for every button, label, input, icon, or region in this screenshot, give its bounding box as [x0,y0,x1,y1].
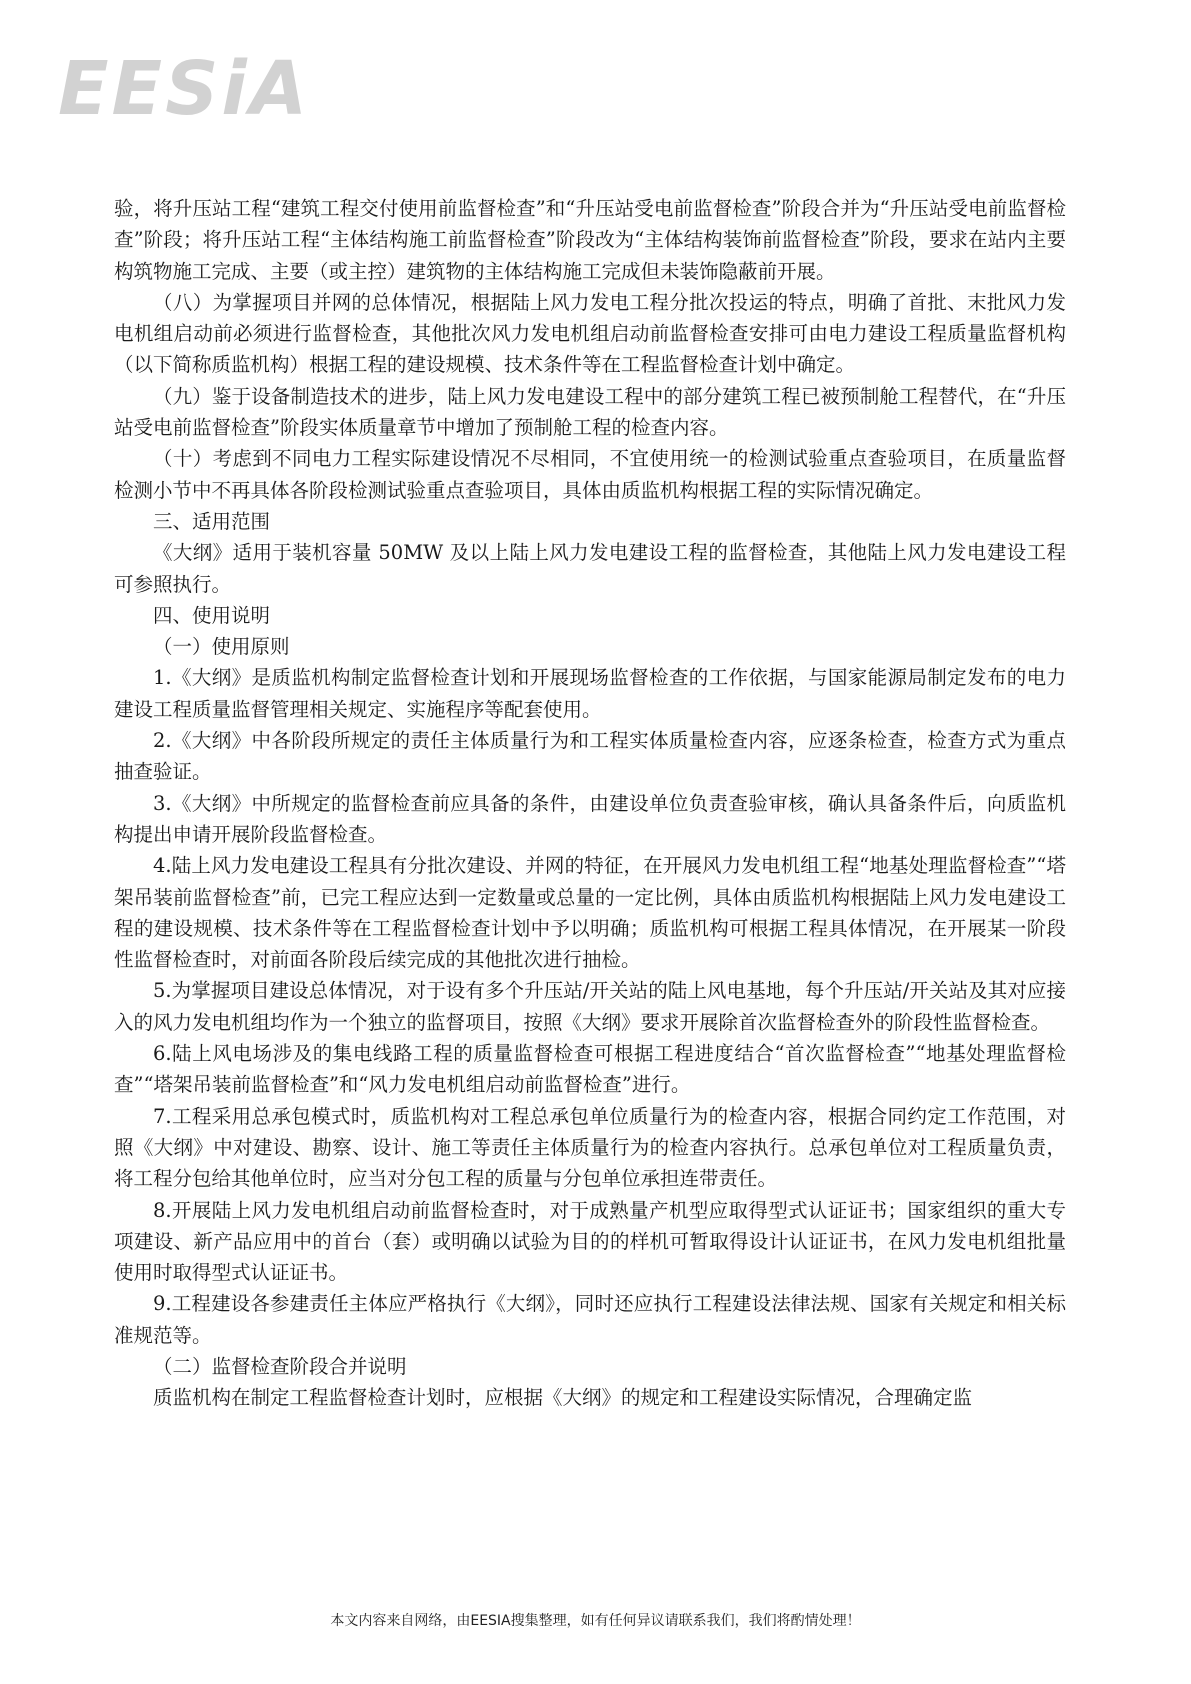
subsection-heading: （二）监督检查阶段合并说明 [153,1354,407,1378]
list-item: 7.工程采用总承包模式时，质监机构对工程总承包单位质量行为的检查内容，根据合同约定工作范围，对照《大纲》中对建设、勘察、设计、施工等责任主体质量行为的检查内容执行。总承包单位对工程质量负责，将工程分包给其他单位时，应当对分包工程的质量与分包单位承担连带责任。 [114,1104,1066,1191]
document-body [114,193,1066,1414]
paragraph: 质监机构在制定工程监督检查计划时，应根据《大纲》的规定和工程建设实际情况，合理确定监 [153,1386,973,1410]
list-item: 8.开展陆上风力发电机组启动前监督检查时，对于成熟量产机型应取得型式认证证书；国家组织的重大专项建设、新产品应用中的首台（套）或明确以试验为目的的样机可暂取得设计认证证书，在风力发电机组批量使用时取得型式认证证书。 [114,1198,1066,1285]
list-item: 4.陆上风力发电建设工程具有分批次建设、并网的特征，在开展风力发电机组工程“地基处理监督检查”“塔架吊装前监督检查”前，已完工程应达到一定数量或总量的一定比例，具体由质监机构根据陆上风力发电建设工程的建设规模、技术条件等在工程监督检查计划中予以明确；质监机构可根据工程具体情况，在开展某一阶段性监督检查时，对前面各阶段后续完成的其他批次进行抽检。 [114,854,1066,972]
list-item: 3.《大纲》中所规定的监督检查前应具备的条件，由建设单位负责查验审核，确认具备条件后，向质监机构提出申请开展阶段监督检查。 [114,791,1066,846]
list-item: 5.为掌握项目建设总体情况，对于设有多个升压站/开关站的陆上风电基地，每个升压站/开关站及其对应接入的风力发电机组均作为一个独立的监督项目，按照《大纲》要求开展除首次监督检查外的阶段性监督检查。 [114,979,1066,1034]
list-item: 9.工程建设各参建责任主体应严格执行《大纲》，同时还应执行工程建设法律法规、国家有关规定和相关标准规范等。 [114,1292,1066,1347]
paragraph: （八）为掌握项目并网的总体情况，根据陆上风力发电工程分批次投运的特点，明确了首批、末批风力发电机组启动前必须进行监督检查，其他批次风力发电机组启动前监督检查安排可由电力建设工程质量监督机构（以下简称质监机构）根据工程的建设规模、技术条件等在工程监督检查计划中确定。 [114,290,1066,377]
footer-disclaimer: 本文内容来自网络，由EESIA搜集整理，如有任何异议请联系我们，我们将酌情处理！ [330,1613,861,1629]
paragraph: 验，将升压站工程“建筑工程交付使用前监督检查”和“升压站受电前监督检查”阶段合并为“升压站受电前监督检查”阶段；将升压站工程“主体结构施工前监督检查”阶段改为“主体结构装饰前监督检查”阶段，要求在站内主要构筑物施工完成、主要（或主控）建筑物的主体结构施工完成但未装饰隐蔽前开展。 [114,197,1066,283]
subsection-heading: （一）使用原则 [153,635,290,659]
list-item: 2.《大纲》中各阶段所规定的责任主体质量行为和工程实体质量检查内容，应逐条检查，检查方式为重点抽查验证。 [114,729,1066,784]
paragraph: （九）鉴于设备制造技术的进步，陆上风力发电建设工程中的部分建筑工程已被预制舱工程替代，在“升压站受电前监督检查”阶段实体质量章节中增加了预制舱工程的检查内容。 [114,384,1066,440]
paragraph: 《大纲》适用于装机容量 50MW 及以上陆上风力发电建设工程的监督检查，其他陆上风力发电建设工程可参照执行。 [114,541,1066,596]
section-heading: 三、适用范围 [153,509,271,533]
section-heading: 四、使用说明 [153,603,271,627]
list-item: 6.陆上风电场涉及的集电线路工程的质量监督检查可根据工程进度结合“首次监督检查”“地基处理监督检查”“塔架吊装前监督检查”和“风力发电机组启动前监督检查”进行。 [114,1042,1066,1097]
eesia-logo: EESiA [58,46,311,132]
list-item: 1.《大纲》是质监机构制定监督检查计划和开展现场监督检查的工作依据，与国家能源局制定发布的电力建设工程质量监督管理相关规定、实施程序等配套使用。 [114,666,1066,721]
paragraph: （十）考虑到不同电力工程实际建设情况不尽相同，不宜使用统一的检测试验重点查验项目，在质量监督检测小节中不再具体各阶段检测试验重点查验项目，具体由质监机构根据工程的实际情况确定。 [114,447,1066,502]
